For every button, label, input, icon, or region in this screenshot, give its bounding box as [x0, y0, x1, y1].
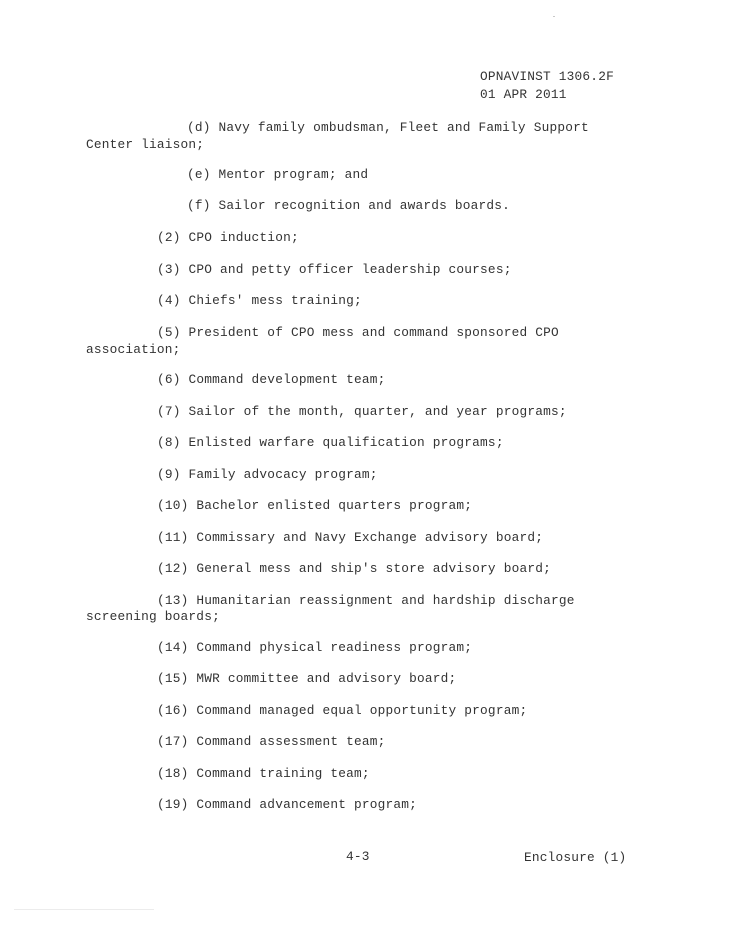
list-item: (6) Command development team;	[157, 372, 386, 387]
list-item-continuation: association;	[86, 342, 181, 357]
list-item-continuation: Center liaison;	[86, 137, 205, 152]
list-item: (d) Navy family ombudsman, Fleet and Family Support	[187, 120, 589, 135]
list-item: (4) Chiefs' mess training;	[157, 293, 362, 308]
list-item: (15) MWR committee and advisory board;	[157, 671, 457, 686]
doc-id: OPNAVINST 1306.2F	[480, 69, 614, 84]
list-item: (2) CPO induction;	[157, 230, 299, 245]
list-item: (7) Sailor of the month, quarter, and year programs;	[157, 404, 567, 419]
list-item: (18) Command training team;	[157, 766, 370, 781]
list-item: (9) Family advocacy program;	[157, 467, 378, 482]
list-item: (17) Command assessment team;	[157, 734, 386, 749]
list-item: (19) Command advancement program;	[157, 797, 418, 812]
list-item: (3) CPO and petty officer leadership courses;	[157, 262, 512, 277]
list-item: (f) Sailor recognition and awards boards.	[187, 198, 511, 213]
scan-speck	[553, 16, 555, 17]
list-item: (14) Command physical readiness program;	[157, 640, 473, 655]
list-item-continuation: screening boards;	[86, 609, 220, 624]
page-number: 4-3	[346, 849, 370, 864]
scan-artifact	[14, 909, 154, 910]
list-item: (11) Commissary and Navy Exchange advisory board;	[157, 530, 544, 545]
list-item: (5) President of CPO mess and command sponsored CPO	[157, 325, 559, 340]
doc-date: 01 APR 2011	[480, 87, 567, 102]
enclosure-label: Enclosure (1)	[524, 850, 627, 865]
list-item: (10) Bachelor enlisted quarters program;	[157, 498, 473, 513]
list-item: (8) Enlisted warfare qualification programs;	[157, 435, 504, 450]
list-item: (12) General mess and ship's store advisory board;	[157, 561, 551, 576]
list-item: (16) Command managed equal opportunity program;	[157, 703, 528, 718]
list-item: (13) Humanitarian reassignment and hardship discharge	[157, 593, 575, 608]
list-item: (e) Mentor program; and	[187, 167, 369, 182]
